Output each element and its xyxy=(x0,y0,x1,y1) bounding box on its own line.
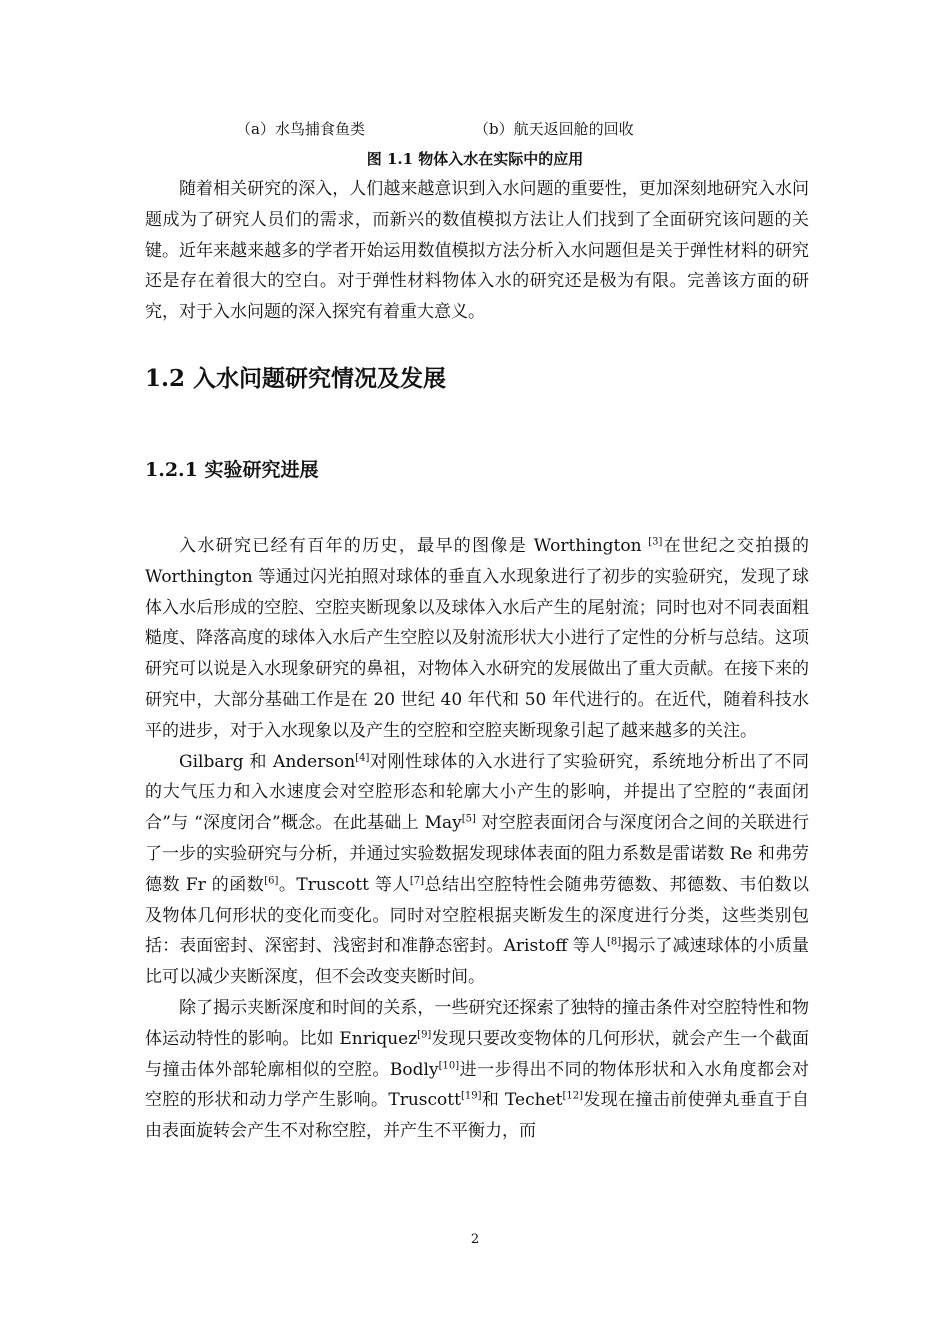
paragraph-1: 入水研究已经有百年的历史，最早的图像是 Worthington [3]在世纪之交拍摄的 Worthington 等通过闪光拍照对球体的垂直入水现象进行了初步的实验研究，发现了球体入水后形成的空腔、空腔夹断现象以及球体入水后产生的尾射流；同时也对不同表面粗糙度、降落高度的球体入水后产生空腔以及射流形状大小进行了定性的分析与总结。这项研究可以说是入水现象研究的鼻祖，对物体入水研究的发展做出了重大贡献。在接下来的研究中，大部分基础工作是在 20 世纪 40 年代和 50 年代进行的。在近代，随着科技水平的进步，对于入水现象以及产生的空腔和空腔夹断现象引起了越来越多的关注。 xyxy=(145,536,809,741)
paragraph-3: 除了揭示夹断深度和时间的关系，一些研究还探索了独特的撞击条件对空腔特性和物体运动特性的影响。比如 Enriquez[9]发现只要改变物体的几何形状，就会产生一个截面与撞击体外部轮廓相似的空腔。Bodly[10]进一步得出不同的物体形状和入水角度都会对空腔的形状和动力学产生影响。Truscott[19]和 Techet[12]发现在撞击前使弹丸垂直于自由表面旋转会产生不对称空腔，并产生不平衡力，而 xyxy=(145,997,809,1142)
page-number: 2 xyxy=(470,1232,480,1247)
citation-ref[interactable]: [9] xyxy=(417,1029,432,1041)
intro-paragraph: 随着相关研究的深入，人们越来越意识到入水问题的重要性，更加深刻地研究入水问题成为了研究人员们的需求，而新兴的数值模拟方法让人们找到了全面研究该问题的关键。近年来越来越多的学者开始运用数值模拟方法分析入水问题但是关于弹性材料的研究还是存在着很大的空白。对于弹性材料物体入水的研究还是极为有限。完善该方面的研究，对于入水问题的深入探究有着重大意义。 xyxy=(145,179,809,323)
paragraph-2: Gilbarg 和 Anderson[4]对刚性球体的入水进行了实验研究，系统地分析出了不同的大气压力和入水速度会对空腔形态和轮廓大小产生的影响，并提出了空腔的“表面闭合”与 “深度闭合”概念。在此基础上 May[5] 对空腔表面闭合与深度闭合之间的关联进行了一步的实验研究与分析，并通过实验数据发现球体表面的阻力系数是雷诺数 Re 和弗劳德数 Fr 的函数[6]。Truscott 等人[7]总结出空腔特性会随弗劳德数、邦德数、韦伯数以及物体几何形状的变化而变化。同时对空腔根据夹断发生的深度进行分类，这些类别包括：表面密封、深密封、浅密封和准静态密封。Aristoff 等人[8]揭示了减速球体的小质量比可以减少夹断深度，但不会改变夹断时间。 xyxy=(145,751,810,988)
subcaption-b: （b）航天返回舱的回收 xyxy=(474,120,634,138)
citation-ref[interactable]: [7] xyxy=(409,875,425,887)
citation-ref[interactable]: [5] xyxy=(461,813,476,825)
citation-ref[interactable]: [19] xyxy=(460,1090,482,1102)
citation-ref[interactable]: [4] xyxy=(355,751,370,763)
subcaption-a: （a）水鸟捕食鱼类 xyxy=(236,120,365,138)
citation-ref[interactable]: [8] xyxy=(606,936,622,948)
subsection-heading: 1.2.1 实验研究进展 xyxy=(145,459,319,481)
section-body xyxy=(145,531,809,1147)
section-heading: 1.2 入水问题研究情况及发展 xyxy=(145,365,447,392)
citation-ref[interactable]: [12] xyxy=(562,1090,583,1102)
figure-subcaptions xyxy=(0,118,950,140)
citation-ref[interactable]: [3] xyxy=(648,536,663,548)
figure-caption: 图 1.1 物体入水在实际中的应用 xyxy=(366,150,584,168)
citation-ref[interactable]: [10] xyxy=(438,1059,460,1071)
intro-block xyxy=(145,174,809,328)
citation-ref[interactable]: [6] xyxy=(264,875,279,887)
